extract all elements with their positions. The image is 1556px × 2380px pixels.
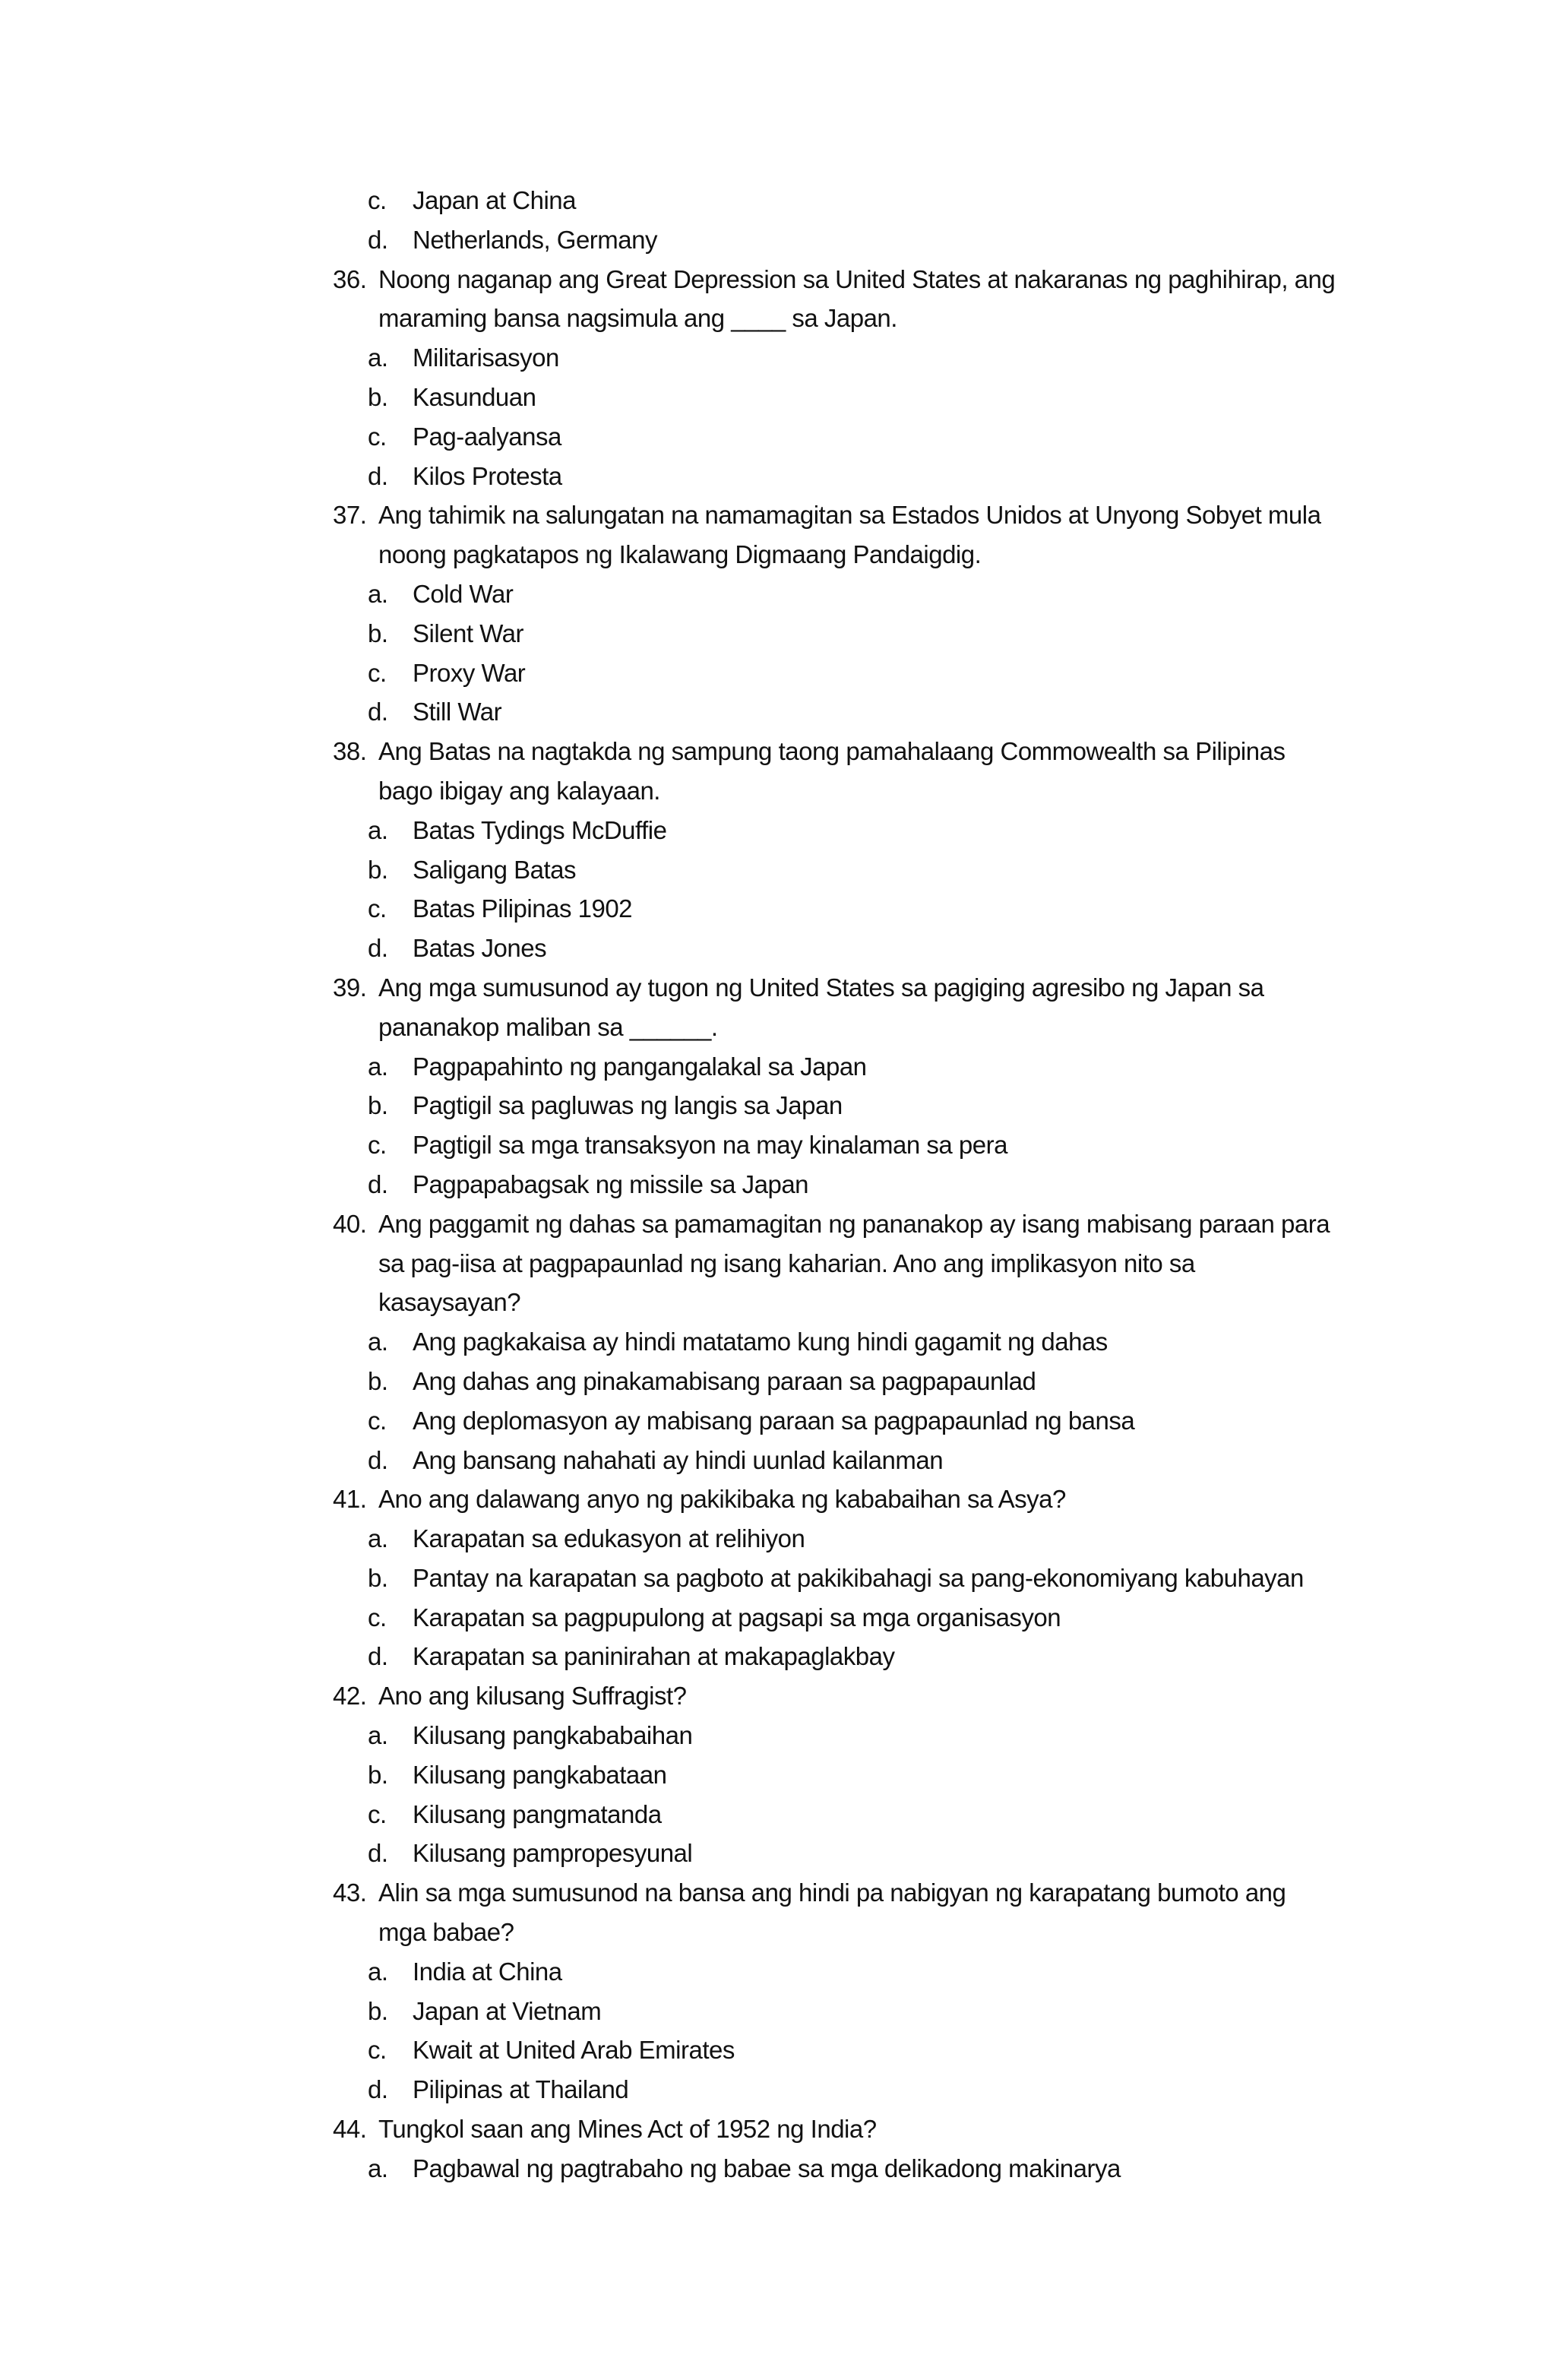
question-number: 43.: [333, 1878, 367, 1907]
choice-letter: c.: [368, 422, 387, 451]
choice-text: India at China: [413, 1957, 562, 1986]
choice-line: [0, 1637, 1556, 1676]
choice-letter: c.: [368, 1131, 387, 1160]
choice-text: Kasunduan: [413, 382, 536, 411]
choice-line: [0, 1519, 1556, 1559]
choice-text: Japan at Vietnam: [413, 1996, 602, 2025]
choice-text: Karapatan sa pagpupulong at pagsapi sa mga organisasyon: [413, 1603, 1061, 1632]
question-continuation-line: [0, 1244, 1556, 1283]
choice-line: [0, 1165, 1556, 1204]
choice-line: [0, 457, 1556, 496]
question-line: [0, 1873, 1556, 1913]
choice-line: [0, 574, 1556, 614]
choice-text: Pantay na karapatan sa pagboto at pakikibahagi sa pang-ekonomiyang kabuhayan: [413, 1563, 1304, 1592]
choice-line: [0, 889, 1556, 929]
choice-text: Still War: [413, 698, 502, 726]
question-line: [0, 732, 1556, 771]
choice-letter: a.: [368, 2154, 388, 2182]
question-line: [0, 2109, 1556, 2149]
choice-line: [0, 1834, 1556, 1873]
choice-text: Pilipinas at Thailand: [413, 2075, 629, 2104]
choice-text: Militarisasyon: [413, 343, 559, 372]
choice-letter: d.: [368, 1445, 388, 1474]
choice-text: Kilusang pangkabataan: [413, 1760, 667, 1789]
question-text: sa pag-iisa at pagpapaunlad ng isang kaharian. Ano ang implikasyon nito sa: [378, 1249, 1195, 1277]
choice-text: Pagbawal ng pagtrabaho ng babae sa mga delikadong makinarya: [413, 2154, 1121, 2182]
choice-line: [0, 1125, 1556, 1165]
choice-line: [0, 1598, 1556, 1638]
choice-letter: c.: [368, 1799, 387, 1828]
choice-text: Kilusang pangmatanda: [413, 1799, 662, 1828]
question-text: Ang Batas na nagtakda ng sampung taong pamahalaang Commowealth sa Pilipinas: [378, 737, 1286, 766]
choice-text: Pagpapabagsak ng missile sa Japan: [413, 1169, 809, 1198]
question-text: noong pagkatapos ng Ikalawang Digmaang Pandaigdig.: [378, 540, 982, 569]
choice-letter: a.: [368, 815, 388, 844]
choice-line: [0, 1755, 1556, 1795]
question-line: [0, 1204, 1556, 1244]
question-continuation-line: [0, 1283, 1556, 1322]
choice-line: [0, 1322, 1556, 1362]
choice-line: [0, 614, 1556, 654]
question-line: [0, 495, 1556, 535]
question-text: Ang mga sumusunod ay tugon ng United States sa pagiging agresibo ng Japan sa: [378, 973, 1264, 1002]
choice-text: Kilos Protesta: [413, 461, 562, 490]
choice-letter: b.: [368, 1091, 388, 1120]
choice-letter: d.: [368, 225, 388, 254]
choice-text: Ang deplomasyon ay mabisang paraan sa pagpapaunlad ng bansa: [413, 1406, 1135, 1435]
choice-letter: b.: [368, 1563, 388, 1592]
choice-line: [0, 220, 1556, 260]
choice-line: [0, 1992, 1556, 2031]
choice-letter: a.: [368, 1957, 388, 1986]
choice-text: Kilusang pangkababaihan: [413, 1721, 693, 1750]
question-line: [0, 260, 1556, 299]
question-text: Ano ang kilusang Suffragist?: [378, 1682, 687, 1711]
choice-line: [0, 2070, 1556, 2109]
quiz-body: [0, 181, 1556, 2189]
choice-line: [0, 181, 1556, 220]
choice-line: [0, 1559, 1556, 1598]
question-number: 37.: [333, 501, 367, 530]
choice-letter: a.: [368, 1328, 388, 1356]
choice-letter: d.: [368, 461, 388, 490]
choice-letter: d.: [368, 1839, 388, 1868]
choice-letter: c.: [368, 1406, 387, 1435]
choice-text: Batas Tydings McDuffie: [413, 815, 667, 844]
question-number: 41.: [333, 1485, 367, 1514]
choice-letter: c.: [368, 2036, 387, 2065]
choice-letter: b.: [368, 1996, 388, 2025]
choice-text: Kilusang pampropesyunal: [413, 1839, 693, 1868]
choice-line: [0, 1795, 1556, 1834]
choice-line: [0, 378, 1556, 417]
choice-letter: c.: [368, 186, 387, 214]
choice-text: Netherlands, Germany: [413, 225, 657, 254]
question-number: 40.: [333, 1209, 367, 1238]
choice-line: [0, 2149, 1556, 2189]
choice-letter: d.: [368, 698, 388, 726]
question-text: Ang paggamit ng dahas sa pamamagitan ng pananakop ay isang mabisang paraan para: [378, 1209, 1330, 1238]
question-number: 42.: [333, 1682, 367, 1711]
choice-letter: b.: [368, 1760, 388, 1789]
choice-letter: b.: [368, 855, 388, 884]
choice-text: Kwait at United Arab Emirates: [413, 2036, 735, 2065]
choice-letter: d.: [368, 1169, 388, 1198]
choice-line: [0, 338, 1556, 378]
choice-line: [0, 1362, 1556, 1401]
choice-line: [0, 2030, 1556, 2070]
choice-letter: b.: [368, 1366, 388, 1395]
question-line: [0, 1676, 1556, 1716]
choice-text: Ang pagkakaisa ay hindi matatamo kung hindi gagamit ng dahas: [413, 1328, 1108, 1356]
choice-line: [0, 1952, 1556, 1992]
choice-text: Pagtigil sa pagluwas ng langis sa Japan: [413, 1091, 843, 1120]
question-continuation-line: [0, 299, 1556, 338]
question-number: 36.: [333, 264, 367, 293]
choice-text: Silent War: [413, 619, 523, 647]
choice-line: [0, 929, 1556, 968]
question-continuation-line: [0, 1913, 1556, 1952]
choice-line: [0, 692, 1556, 732]
choice-letter: d.: [368, 934, 388, 963]
choice-line: [0, 1047, 1556, 1087]
question-text: Ano ang dalawang anyo ng pakikibaka ng kababaihan sa Asya?: [378, 1485, 1066, 1514]
choice-text: Saligang Batas: [413, 855, 576, 884]
question-text: bago ibigay ang kalayaan.: [378, 776, 660, 805]
choice-letter: a.: [368, 343, 388, 372]
question-text: Alin sa mga sumusunod na bansa ang hindi pa nabigyan ng karapatang bumoto ang: [378, 1878, 1286, 1907]
choice-line: [0, 654, 1556, 693]
choice-text: Cold War: [413, 579, 514, 608]
question-number: 38.: [333, 737, 367, 766]
choice-text: Ang bansang nahahati ay hindi uunlad kailanman: [413, 1445, 944, 1474]
question-number: 39.: [333, 973, 367, 1002]
choice-letter: a.: [368, 1524, 388, 1553]
choice-letter: c.: [368, 894, 387, 923]
choice-text: Batas Pilipinas 1902: [413, 894, 633, 923]
question-line: [0, 1480, 1556, 1519]
choice-line: [0, 1716, 1556, 1755]
choice-letter: c.: [368, 1603, 387, 1632]
choice-line: [0, 417, 1556, 457]
choice-text: Japan at China: [413, 186, 576, 214]
choice-letter: b.: [368, 382, 388, 411]
question-text: Ang tahimik na salungatan na namamagitan sa Estados Unidos at Unyong Sobyet mula: [378, 501, 1321, 530]
question-continuation-line: [0, 1008, 1556, 1047]
question-text: Noong naganap ang Great Depression sa United States at nakaranas ng paghihirap, ang: [378, 264, 1336, 293]
question-continuation-line: [0, 771, 1556, 811]
choice-text: Karapatan sa paninirahan at makapaglakbay: [413, 1642, 895, 1671]
choice-letter: c.: [368, 658, 387, 687]
choice-text: Ang dahas ang pinakamabisang paraan sa pagpapaunlad: [413, 1366, 1036, 1395]
question-text: pananakop maliban sa ______.: [378, 1012, 718, 1041]
question-line: [0, 968, 1556, 1008]
choice-line: [0, 1441, 1556, 1480]
question-number: 44.: [333, 2115, 367, 2144]
choice-text: Proxy War: [413, 658, 526, 687]
choice-letter: d.: [368, 2075, 388, 2104]
choice-line: [0, 811, 1556, 850]
choice-line: [0, 1401, 1556, 1441]
choice-letter: a.: [368, 1052, 388, 1081]
question-text: mga babae?: [378, 1918, 514, 1947]
question-text: kasaysayan?: [378, 1288, 521, 1317]
choice-text: Pag-aalyansa: [413, 422, 561, 451]
choice-letter: a.: [368, 579, 388, 608]
question-text: maraming bansa nagsimula ang ____ sa Japan.: [378, 304, 897, 333]
question-continuation-line: [0, 535, 1556, 574]
choice-letter: d.: [368, 1642, 388, 1671]
choice-text: Karapatan sa edukasyon at relihiyon: [413, 1524, 805, 1553]
choice-text: Pagpapahinto ng pangangalakal sa Japan: [413, 1052, 867, 1081]
question-text: Tungkol saan ang Mines Act of 1952 ng India?: [378, 2115, 877, 2144]
choice-text: Pagtigil sa mga transaksyon na may kinalaman sa pera: [413, 1131, 1007, 1160]
choice-text: Batas Jones: [413, 934, 547, 963]
choice-line: [0, 850, 1556, 890]
choice-letter: b.: [368, 619, 388, 647]
choice-line: [0, 1086, 1556, 1125]
choice-letter: a.: [368, 1721, 388, 1750]
